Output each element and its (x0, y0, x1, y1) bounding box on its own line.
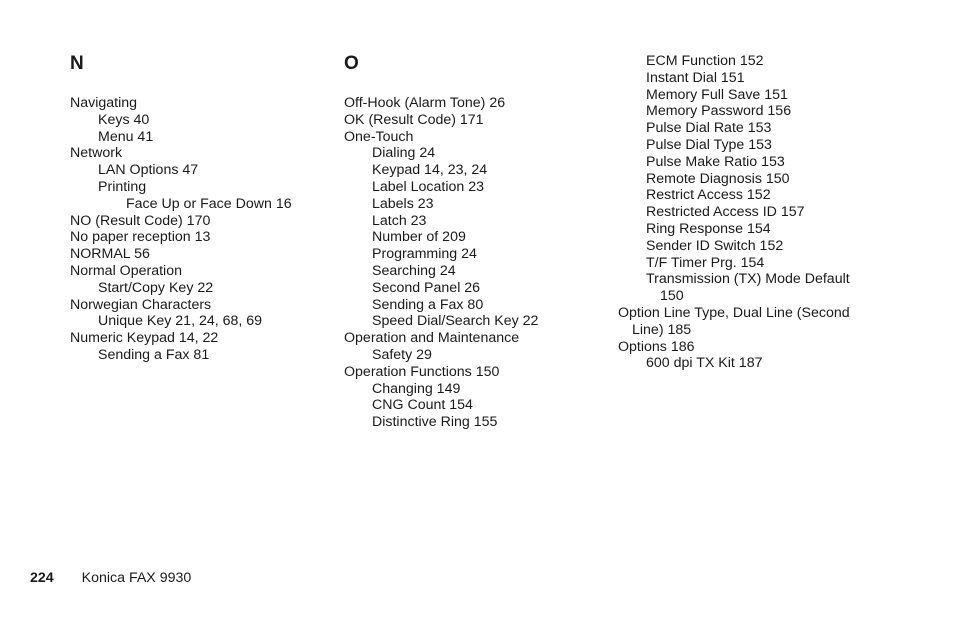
index-entry: NORMAL 56 (70, 246, 150, 263)
index-column-n (70, 53, 292, 364)
index-entry: Option Line Type, Dual Line (Second (618, 304, 850, 321)
index-entry: Memory Full Save 151 (646, 86, 788, 103)
index-entry: Latch 23 (372, 212, 427, 229)
index-entry: Operation and Maintenance (344, 330, 520, 347)
index-entry: Start/Copy Key 22 (98, 279, 214, 296)
index-entry: Changing 149 (372, 380, 461, 397)
index-entry: Printing (98, 178, 147, 195)
section-letter-o: O (344, 53, 359, 74)
index-entries-n (70, 95, 292, 364)
section-letter-n: N (70, 53, 84, 74)
index-entry: 600 dpi TX Kit 187 (646, 355, 763, 372)
index-entry: Searching 24 (372, 262, 456, 279)
index-entries-o2 (618, 53, 850, 372)
index-entry: Instant Dial 151 (646, 69, 745, 86)
index-entry: Operation Functions 150 (344, 363, 500, 380)
index-entry: Pulse Dial Rate 153 (646, 120, 772, 137)
index-entries-o (344, 95, 538, 431)
index-entry: Norwegian Characters (70, 296, 212, 313)
index-entry: ECM Function 152 (646, 53, 764, 69)
index-entry: Face Up or Face Down 16 (126, 195, 292, 212)
index-entry: Programming 24 (372, 246, 477, 263)
index-entry: CNG Count 154 (372, 397, 473, 414)
index-entry: Label Location 23 (372, 178, 485, 195)
index-entry: Sending a Fax 80 (372, 296, 484, 313)
index-entry: Dialing 24 (372, 145, 436, 162)
index-entry: Menu 41 (98, 128, 154, 145)
index-entry: Transmission (TX) Mode Default (646, 271, 850, 288)
index-entry: Restrict Access 152 (646, 187, 771, 204)
index-entry: Number of 209 (372, 229, 466, 246)
index-entry: Memory Password 156 (646, 103, 792, 120)
index-column-o (344, 53, 538, 431)
index-entry: Numeric Keypad 14, 22 (70, 330, 219, 347)
index-entry: Unique Key 21, 24, 68, 69 (98, 313, 263, 330)
page-footer (30, 570, 191, 586)
index-entry: Options 186 (618, 338, 695, 355)
index-entry: 150 (660, 288, 684, 305)
index-entry: Speed Dial/Search Key 22 (372, 313, 539, 330)
index-entry: Pulse Make Ratio 153 (646, 153, 785, 170)
index-entry: Second Panel 26 (372, 279, 481, 296)
index-entry: No paper reception 13 (70, 229, 211, 246)
index-entry: Ring Response 154 (646, 220, 771, 237)
index-column-o-continued (618, 53, 850, 372)
page-number: 224 (30, 570, 54, 586)
index-entry: Labels 23 (372, 195, 434, 212)
index-entry: T/F Timer Prg. 154 (646, 254, 765, 271)
index-entry: Distinctive Ring 155 (372, 414, 498, 431)
index-entry: Sender ID Switch 152 (646, 237, 784, 254)
index-entry: OK (Result Code) 171 (344, 111, 484, 128)
index-entry: Keys 40 (98, 111, 150, 128)
index-entry: Off-Hook (Alarm Tone) 26 (344, 95, 506, 111)
index-entry: One-Touch (344, 128, 414, 145)
index-entry: Remote Diagnosis 150 (646, 170, 790, 187)
index-entry: LAN Options 47 (98, 162, 199, 179)
index-entry: Pulse Dial Type 153 (646, 136, 772, 153)
index-entry: Normal Operation (70, 262, 182, 279)
document-title: Konica FAX 9930 (81, 570, 192, 586)
index-entry: NO (Result Code) 170 (70, 212, 211, 229)
index-entry: Sending a Fax 81 (98, 346, 210, 363)
index-entry: Restricted Access ID 157 (646, 204, 805, 221)
index-entry: Navigating (70, 95, 138, 111)
index-entry: Line) 185 (632, 321, 692, 338)
index-entry: Safety 29 (372, 346, 432, 363)
index-entry: Keypad 14, 23, 24 (372, 162, 488, 179)
index-entry: Network (70, 145, 123, 162)
